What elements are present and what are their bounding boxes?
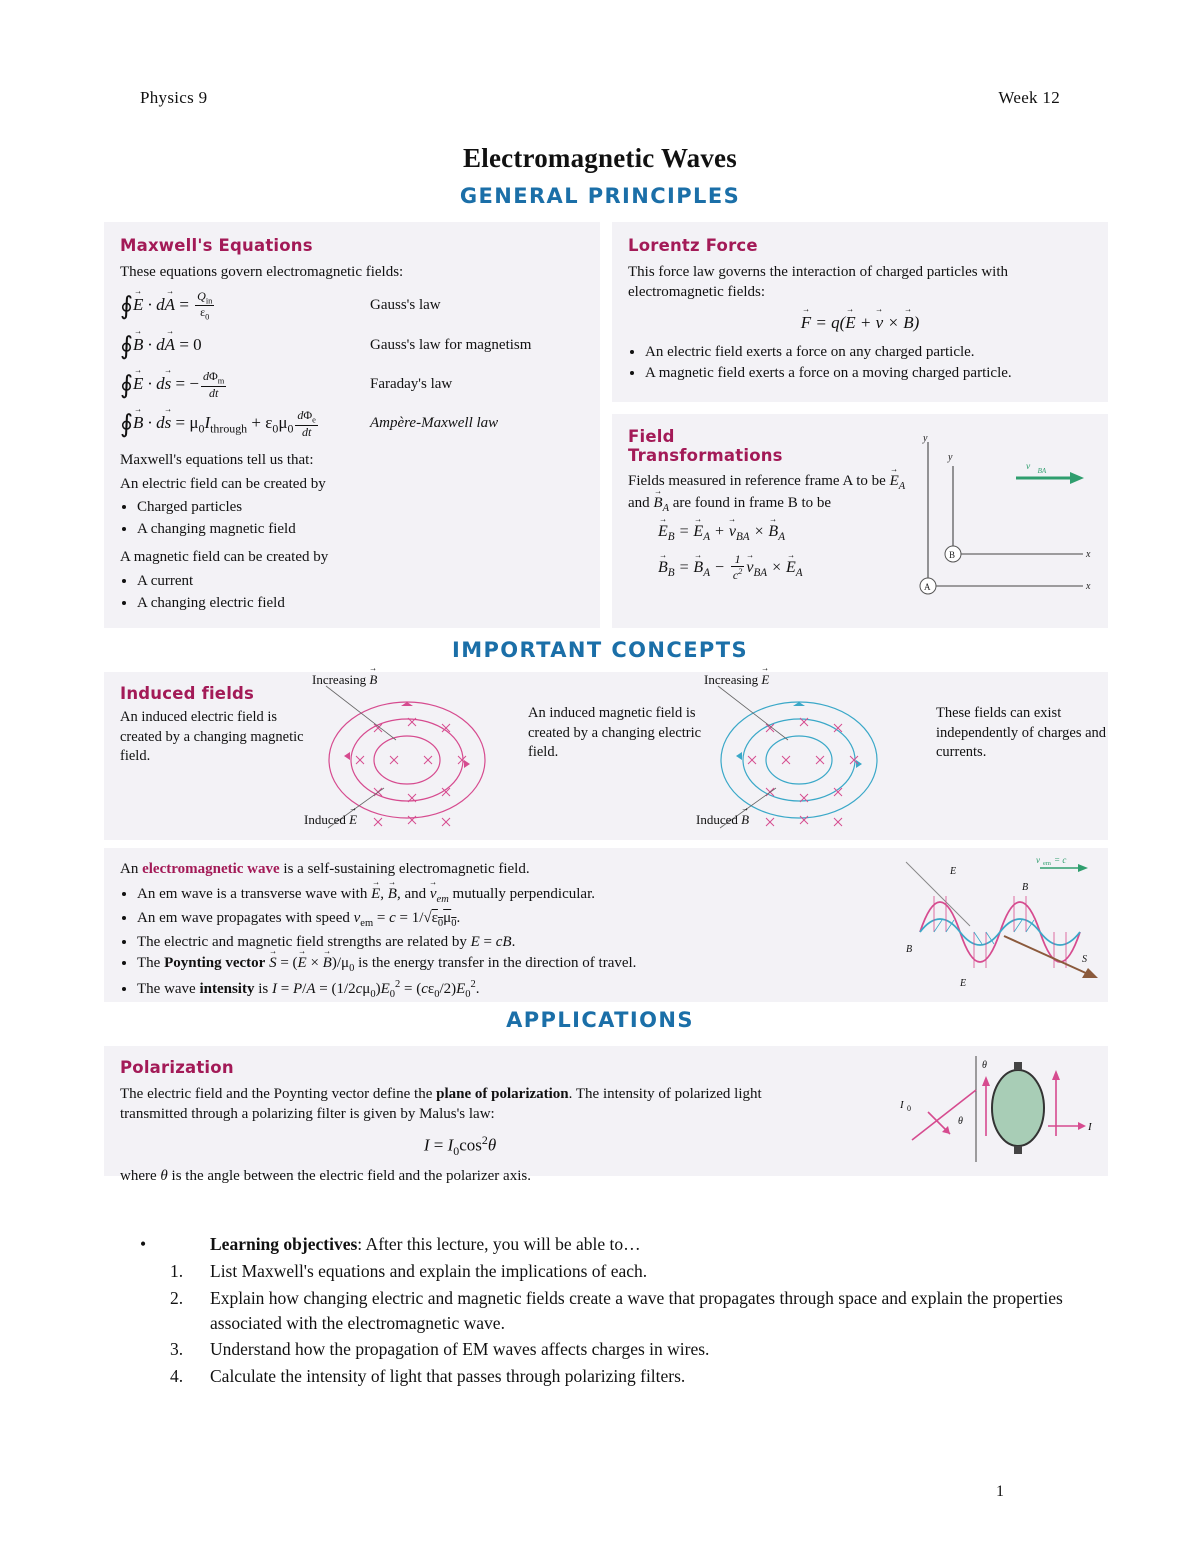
page-header: [140, 88, 1060, 108]
list-item: • An em wave is a transverse wave with E →, B →, and $v \to_{em}$ mutually perpendicular.: [137, 885, 837, 907]
svg-text:v⃗BA: $v⃗_{BA}$: [1026, 462, 1047, 475]
svg-text:y: y: [948, 452, 953, 463]
list-item: [140, 1259, 1090, 1284]
field-transformations-equation-e: $E \to_B = E \to_A + v \to_{BA} \times B \to_A$: [628, 523, 1092, 543]
panel-heading-line2: Transformations: [628, 445, 783, 465]
svg-text:S⃗: S⃗: [1082, 954, 1095, 965]
panel-lorentz-force: [612, 222, 1108, 402]
equation-faraday: ∮E → · ds → = − $\frac{d\Phi_m}{dt}$: [120, 370, 370, 400]
polarizer-diagram: [898, 1050, 1098, 1170]
page-number: 1: [996, 1483, 1004, 1500]
equation-gauss: ∮E → · dA → = $\frac{Q_{in}}{\varepsilon_0}$: [120, 290, 370, 322]
emwave-lead-post: is a self-sustaining electromagnetic field.: [279, 861, 530, 877]
equation-law-name: Gauss's law for magnetism: [370, 337, 532, 354]
lorentz-equation: F → = q(E → + v → × B →): [628, 313, 1092, 333]
list-item: • The wave intensity is $I = P/A = (1/2c\mu_0)E_0^2 = (c\varepsilon_0/2)E_0^2$.: [137, 978, 837, 1002]
item-text: Understand how the propagation of EM waves affects charges in wires.: [210, 1339, 710, 1360]
item-text: Calculate the intensity of light that passes through polarizing filters.: [210, 1366, 686, 1387]
learning-objectives-heading: [140, 1232, 1090, 1257]
equation-law-name: Faraday's law: [370, 376, 453, 393]
field-transformations-equation-b: $B \to_B = B \to_A$ − $\frac{1}{c^2}$ $v \to_{BA} \times E \to_A$: [628, 553, 1092, 582]
label-induced-e: Induced E →: [304, 812, 357, 828]
svg-text:= c: = c: [1054, 855, 1067, 865]
induced-right-text: These fields can exist independently of charges and currents.: [936, 705, 1107, 761]
maxwell-tell-us: Maxwell's equations tell us that:: [120, 451, 314, 468]
svg-text:B: B: [949, 550, 956, 560]
section-band-concepts: IMPORTANT CONCEPTS: [452, 638, 748, 662]
panel-heading: Induced fields: [120, 684, 255, 703]
list-item: • The Poynting vector S → = (E → × $B \to)/\mu_0$ is the energy transfer in the direction of travel.: [137, 954, 837, 976]
svg-text:em: em: [1043, 860, 1051, 867]
panel-heading: Lorentz Force: [628, 236, 758, 255]
label-increasing-b: Increasing B →: [312, 672, 377, 688]
learning-objectives-title-line: [210, 1232, 641, 1257]
polarization-keyword: plane of polarization: [436, 1086, 569, 1102]
learning-objectives-title: Learning objectives: [210, 1234, 358, 1254]
equation-row-ampere-maxwell: [120, 409, 584, 439]
field-transformations-text: Fields measured in reference frame A to be $E \to_A$ and $B \to_A$ are found in frame B to be: [628, 472, 918, 515]
polarization-text: [120, 1085, 820, 1125]
svg-text:v: v: [1036, 855, 1040, 865]
panel-heading-line1: Field: [628, 427, 675, 446]
item-number: 2.: [170, 1287, 184, 1308]
panel-polarization: [104, 1046, 1108, 1184]
svg-text:y: y: [923, 436, 928, 444]
polarization-text-post: . The intensity of polarized light transmitted through a polarizing filter is given by Malus's law:: [120, 1086, 762, 1122]
emwave-bullets: [120, 885, 837, 1002]
equation-law-name: Gauss's law: [370, 297, 441, 314]
emwave-lead-pre: An: [120, 861, 143, 877]
list-item: • An electric field exerts a force on any charged particle.: [645, 343, 1092, 363]
maxwell-e-items: [120, 498, 584, 540]
lorentz-items: [628, 343, 1092, 385]
polarization-equation: $I = I_0\cos^2\theta$: [423, 1132, 497, 1158]
list-item: • Charged particles: [137, 498, 584, 518]
section-band-applications: APPLICATIONS: [506, 1008, 694, 1032]
header-week: Week 12: [998, 88, 1060, 107]
label-increasing-e: Increasing E →: [704, 672, 769, 688]
bullet-marker: •: [140, 1234, 147, 1254]
svg-text:E⃗: E⃗: [950, 866, 964, 877]
maxwell-e-line: An electric field can be created by: [120, 475, 326, 492]
panel-field-transformations: [612, 414, 1108, 628]
emwave-keyword: electromagnetic wave: [142, 861, 280, 877]
learning-objectives: [140, 1232, 1090, 1389]
polarization-text-pre: The electric field and the Poynting vector define the: [120, 1086, 437, 1102]
list-item: • The electric and magnetic field strengths are related by E = cB.: [137, 933, 837, 953]
page-title: Electromagnetic Waves: [463, 143, 737, 173]
learning-objectives-list: [140, 1259, 1090, 1389]
learning-objectives-lead: : After this lecture, you will be able to…: [357, 1234, 641, 1254]
list-item: [140, 1364, 1090, 1389]
equation-law-name: Ampère-Maxwell law: [370, 415, 499, 432]
item-number: 4.: [170, 1366, 184, 1387]
item-number: 1.: [170, 1260, 184, 1281]
list-item: [140, 1286, 1090, 1336]
svg-text:B⃗: B⃗: [1022, 882, 1036, 893]
item-text: List Maxwell's equations and explain the implications of each.: [210, 1260, 648, 1281]
list-item: • An em wave propagates with speed $v_{em} = c = 1/√\varepsilon_0\mu_0$.: [137, 909, 837, 931]
svg-text:E⃗: E⃗: [960, 978, 974, 989]
list-item: • A current: [137, 572, 584, 592]
panel-heading: Polarization: [120, 1058, 234, 1077]
list-item: • A changing magnetic field: [137, 520, 584, 540]
equation-row-faraday: [120, 370, 584, 400]
equation-row-gauss: [120, 290, 584, 322]
svg-text:A: A: [924, 582, 931, 592]
header-course: Physics 9: [140, 88, 208, 107]
equation-row-gauss-magnetism: [120, 331, 584, 361]
label-induced-b: Induced B →: [696, 812, 749, 828]
equation-ampere-maxwell: ∮B → · ds → = $\mu_0I_{through} + \varepsilon_0\mu_0$ $\frac{d\Phi_e}{dt}$: [120, 409, 370, 439]
polarization-footer: where θ is the angle between the electric field and the polarizer axis.: [120, 1167, 531, 1184]
svg-text:B⃗: B⃗: [906, 944, 920, 955]
svg-text:θ: θ: [982, 1060, 987, 1071]
item-number: 3.: [170, 1339, 184, 1360]
emwave-diagram: [900, 854, 1100, 994]
maxwell-b-items: [120, 572, 584, 614]
panel-heading: Maxwell's Equations: [120, 236, 313, 255]
svg-text:0: 0: [907, 1104, 911, 1113]
reference-frames-diagram: [908, 436, 1098, 611]
induced-mid-text: An induced magnetic field is created by a changing electric field.: [528, 705, 702, 761]
maxwell-intro: These equations govern electromagnetic fields:: [120, 264, 404, 280]
svg-text:I: I: [1088, 1121, 1092, 1133]
item-text: Explain how changing electric and magnetic fields create a wave that propagates through space and explain the properties associated with the electromagnetic wave.: [210, 1287, 1063, 1333]
panel-maxwells-equations: [104, 222, 600, 628]
equation-gauss-magnetism: ∮B → · dA → = 0: [120, 331, 370, 361]
section-band-general: GENERAL PRINCIPLES: [459, 184, 741, 208]
panel-induced-fields: [104, 672, 1108, 840]
list-item: [140, 1337, 1090, 1362]
list-item: • A changing electric field: [137, 594, 584, 614]
lorentz-intro: This force law governs the interaction of charged particles with electromagnetic fields:: [628, 264, 1009, 300]
maxwell-b-line: A magnetic field can be created by: [120, 548, 329, 565]
list-item: • A magnetic field exerts a force on a moving charged particle.: [645, 364, 1092, 384]
induced-left-text: An induced electric field is created by a changing magnetic field.: [120, 709, 304, 765]
svg-text:x: x: [1086, 581, 1091, 592]
panel-electromagnetic-wave: [104, 848, 1108, 1002]
svg-text:θ: θ: [958, 1116, 963, 1127]
svg-text:x: x: [1086, 549, 1091, 560]
svg-text:I: I: [900, 1099, 904, 1111]
